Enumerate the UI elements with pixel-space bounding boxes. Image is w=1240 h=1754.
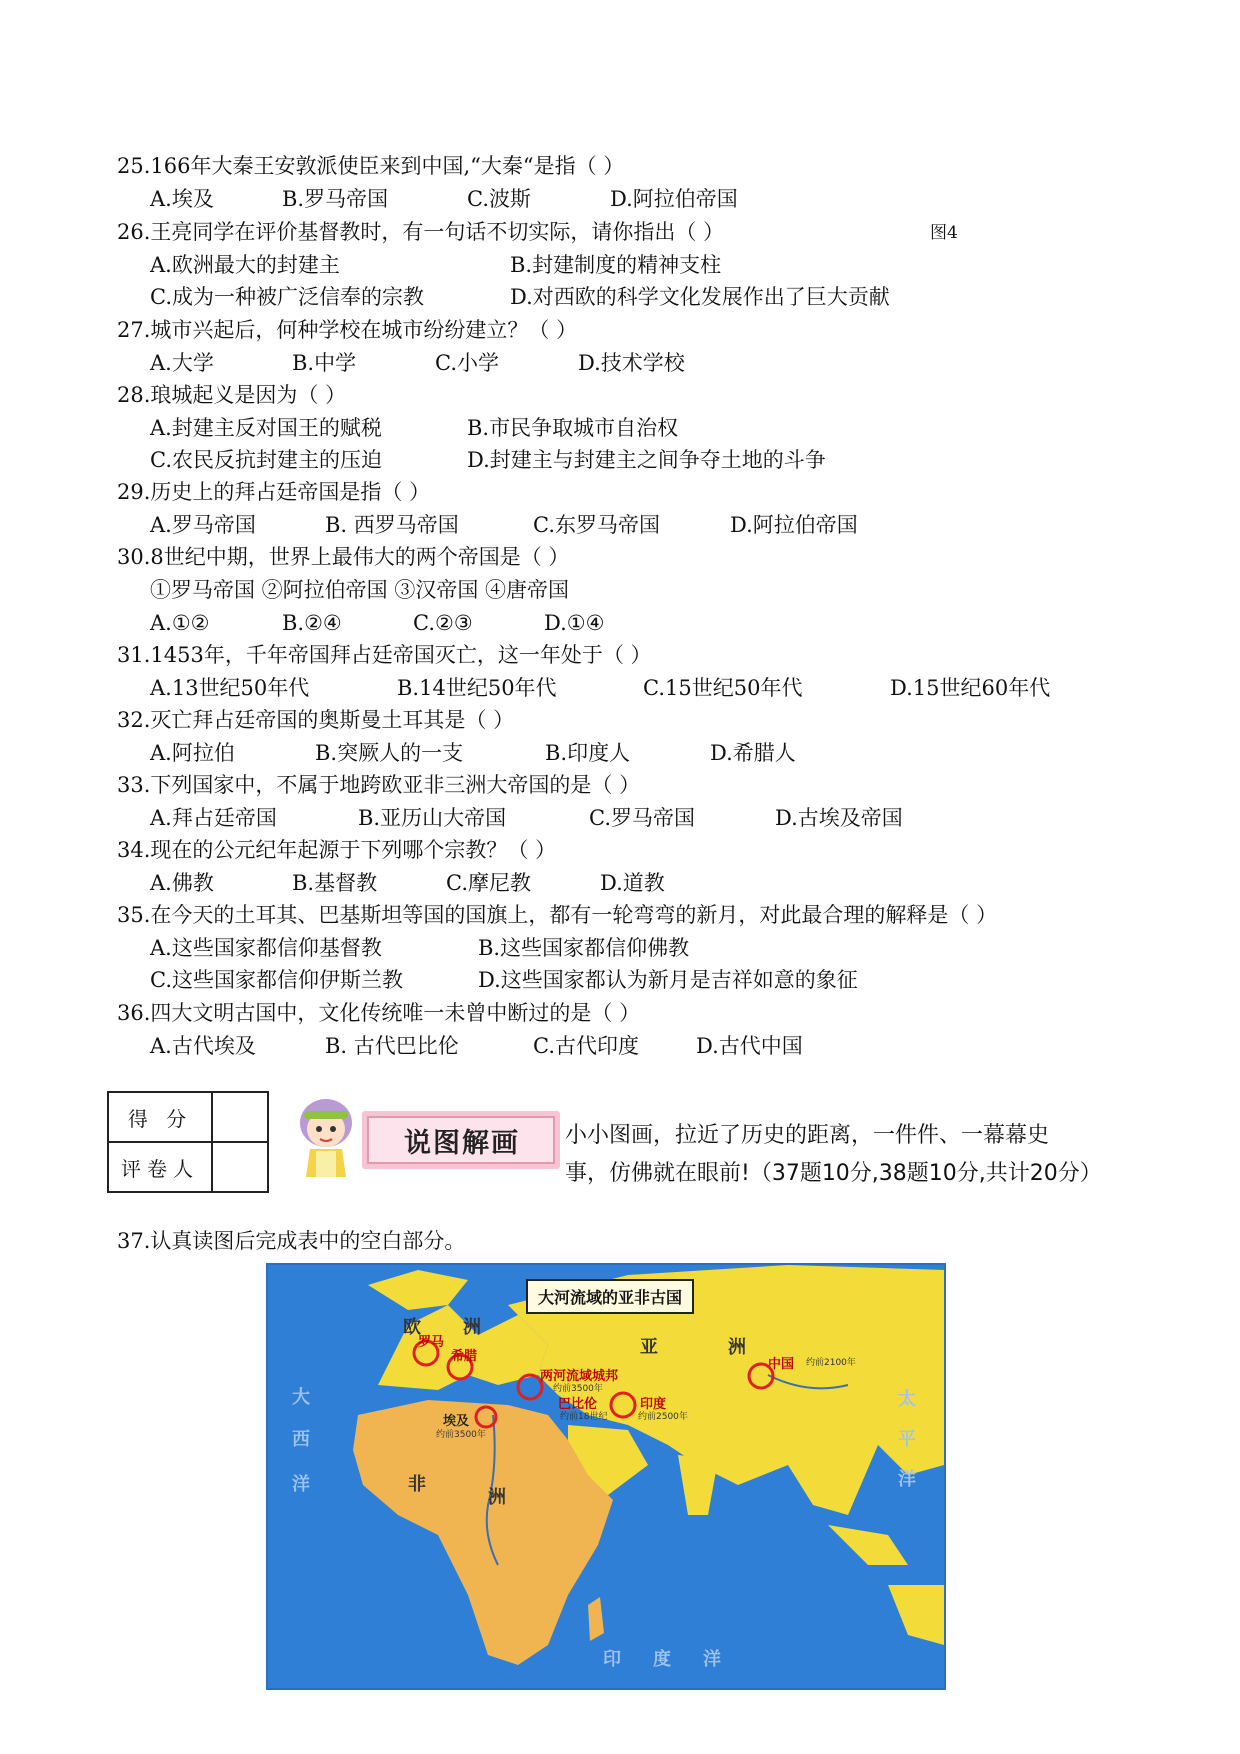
city-label: 两河流域城邦 (540, 1369, 619, 1384)
q26-option-d: D.对西欧的科学文化发展作出了巨大贡献 (510, 285, 890, 309)
city-label: 希腊 (451, 1349, 478, 1364)
figure-label: 图4 (930, 223, 958, 243)
q32-stem: 32.灭亡拜占廷帝国的奥斯曼土耳其是（ ） (117, 708, 515, 732)
ocean-label: 太 (898, 1389, 916, 1410)
map-title: 大河流域的亚非古国 (526, 1279, 694, 1314)
q29-option-c: C.东罗马帝国 (533, 513, 660, 537)
q27-option-c: C.小学 (435, 351, 499, 375)
q25-stem: 25.166年大秦王安敦派使臣来到中国,“大秦“是指（ ） (117, 154, 625, 178)
city-label: 中国 (768, 1357, 795, 1372)
q36-option-a: A.古代埃及 (150, 1034, 256, 1058)
city-label: 埃及 (443, 1414, 470, 1429)
q35-option-d: D.这些国家都认为新月是吉祥如意的象征 (478, 968, 858, 992)
q28-option-b: B.市民争取城市自治权 (467, 416, 679, 440)
q31-option-d: D.15世纪60年代 (890, 676, 1051, 700)
ocean-label: 洋 (292, 1474, 310, 1495)
banner-text-line2: 事，仿佛就在眼前!（37题10分,38题10分,共计20分） (565, 1161, 1102, 1186)
q27-option-b: B.中学 (292, 351, 357, 375)
q33-option-a: A.拜占廷帝国 (150, 806, 277, 830)
q35-option-a: A.这些国家都信仰基督教 (150, 936, 382, 960)
q26-option-b: B.封建制度的精神支柱 (510, 253, 722, 277)
q32-option-a: A.阿拉伯 (150, 741, 235, 765)
q27-option-a: A.大学 (150, 351, 214, 375)
q31-option-c: C.15世纪50年代 (643, 676, 803, 700)
q35-option-b: B.这些国家都信仰佛教 (478, 936, 690, 960)
q32-option-c: B.印度人 (545, 741, 631, 765)
q31-stem: 31.1453年，千年帝国拜占廷帝国灭亡，这一年处于（ ） (117, 643, 652, 667)
q25-option-b: B.罗马帝国 (282, 187, 389, 211)
map-image (268, 1265, 944, 1688)
ocean-label: 印 (603, 1649, 621, 1670)
banner-text-line1: 小小图画，拉近了历史的距离，一件件、一幕幕史 (565, 1123, 1050, 1148)
ancient-civilizations-map (266, 1263, 946, 1690)
ocean-label: 大 (292, 1387, 310, 1408)
q25-option-c: C.波斯 (467, 187, 531, 211)
q35-option-c: C.这些国家都信仰伊斯兰教 (150, 968, 403, 992)
score-table (107, 1091, 269, 1193)
q26-option-a: A.欧洲最大的封建主 (150, 253, 340, 277)
q35-stem: 35.在今天的土耳其、巴基斯坦等国的国旗上，都有一轮弯弯的新月，对此最合理的解释是（ ） (117, 903, 998, 927)
q36-option-d: D.古代中国 (696, 1034, 803, 1058)
q26-option-c: C.成为一种被广泛信奉的宗教 (150, 285, 424, 309)
q25-option-d: D.阿拉伯帝国 (610, 187, 738, 211)
grader-field[interactable] (212, 1142, 268, 1192)
city-label: 巴比伦 (558, 1397, 598, 1412)
q36-stem: 36.四大文明古国中，文化传统唯一未曾中断过的是（ ） (117, 1001, 641, 1025)
continent-label: 亚 (640, 1337, 658, 1358)
q29-stem: 29.历史上的拜占廷帝国是指（ ） (117, 480, 431, 504)
q28-option-c: C.农民反抗封建主的压迫 (150, 448, 382, 472)
ocean-label: 度 (653, 1649, 671, 1670)
section-banner (290, 1093, 580, 1181)
q34-option-d: D.道教 (600, 871, 665, 895)
q31-option-a: A.13世纪50年代 (150, 676, 310, 700)
score-label: 得 分 (108, 1092, 212, 1142)
q33-stem: 33.下列国家中，不属于地跨欧亚非三洲大帝国的是（ ） (117, 773, 641, 797)
q34-stem: 34.现在的公元纪年起源于下列哪个宗教？（ ） (117, 838, 557, 862)
date-label: 约前2500年 (638, 1412, 688, 1422)
city-label: 印度 (640, 1397, 667, 1412)
q30-option-c: C.②③ (413, 611, 473, 635)
date-label: 约前2100年 (806, 1358, 856, 1368)
q32-option-b: B.突厥人的一支 (315, 741, 464, 765)
q29-option-d: D.阿拉伯帝国 (730, 513, 858, 537)
banner-instructions (565, 1117, 1135, 1193)
q26-stem: 26.王亮同学在评价基督教时，有一句话不切实际，请你指出（ ） (117, 220, 725, 244)
q27-option-d: D.技术学校 (578, 351, 685, 375)
q30-stem: 30.8世纪中期，世界上最伟大的两个帝国是（ ） (117, 545, 570, 569)
q27-stem: 27.城市兴起后，何种学校在城市纷纷建立？（ ） (117, 318, 578, 342)
q33-option-c: C.罗马帝国 (589, 806, 695, 830)
banner-title: 说图解画 (404, 1128, 520, 1159)
q36-option-b: B. 古代巴比伦 (325, 1034, 459, 1058)
ocean-label: 洋 (898, 1469, 916, 1490)
continent-label: 洲 (728, 1337, 746, 1358)
q29-option-b: B. 西罗马帝国 (325, 513, 459, 537)
q32-option-d: D.希腊人 (710, 741, 796, 765)
q34-option-c: C.摩尼教 (446, 871, 531, 895)
q30-option-b: B.②④ (282, 611, 342, 635)
q33-option-d: D.古埃及帝国 (775, 806, 903, 830)
q31-option-b: B.14世纪50年代 (397, 676, 557, 700)
q34-option-a: A.佛教 (150, 871, 214, 895)
q30-option-d: D.①④ (544, 611, 605, 635)
q28-option-d: D.封建主与封建主之间争夺土地的斗争 (467, 448, 826, 472)
city-label: 罗马 (418, 1335, 445, 1350)
q28-option-a: A.封建主反对国王的赋税 (150, 416, 382, 440)
q28-stem: 28.琅城起义是因为（ ） (117, 383, 347, 407)
ocean-label: 平 (898, 1429, 916, 1450)
q30-sub-items: ①罗马帝国 ②阿拉伯帝国 ③汉帝国 ④唐帝国 (150, 578, 570, 602)
q30-option-a: A.①② (150, 611, 210, 635)
score-field[interactable] (212, 1092, 268, 1142)
continent-label: 洲 (463, 1317, 481, 1338)
q36-option-c: C.古代印度 (533, 1034, 639, 1058)
date-label: 约前3500年 (436, 1430, 486, 1440)
ocean-label: 洋 (703, 1649, 721, 1670)
q33-option-b: B.亚历山大帝国 (358, 806, 507, 830)
ocean-label: 西 (292, 1429, 310, 1450)
grader-label: 评卷人 (108, 1142, 212, 1192)
continent-label: 非 (408, 1474, 426, 1495)
q34-option-b: B.基督教 (292, 871, 378, 895)
q29-option-a: A.罗马帝国 (150, 513, 256, 537)
date-label: 约前3500年 (553, 1384, 603, 1394)
q25-option-a: A.埃及 (150, 187, 214, 211)
continent-label: 欧 (403, 1317, 421, 1338)
q37-stem: 37.认真读图后完成表中的空白部分。 (117, 1229, 466, 1253)
continent-label: 洲 (488, 1487, 506, 1508)
date-label: 约前18世纪 (560, 1412, 608, 1422)
